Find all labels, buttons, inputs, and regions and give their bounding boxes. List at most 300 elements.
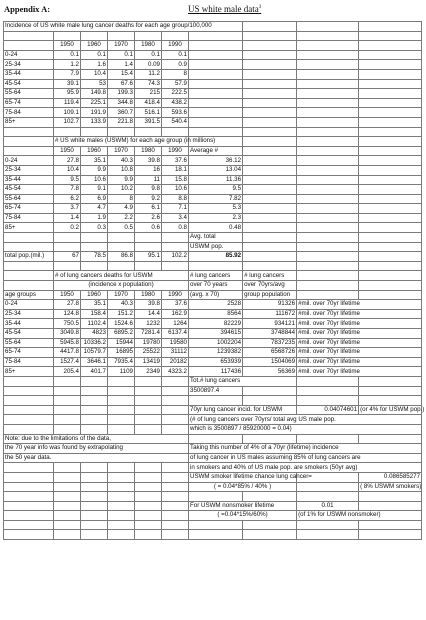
grid-cell	[297, 146, 359, 156]
sheet-row	[4, 79, 422, 89]
grid-cell	[359, 175, 422, 185]
data-cell: 102.7	[54, 117, 81, 127]
grid-cell	[135, 127, 162, 137]
grid-cell	[54, 127, 81, 137]
grid-cell	[297, 281, 359, 291]
data-cell: 221.8	[108, 117, 135, 127]
age-group-label: 75-84	[4, 213, 54, 223]
lifetime-note: #mil. over 70yr lifetime	[297, 338, 422, 348]
data-cell: 0.1	[162, 50, 189, 60]
grid-cell	[359, 50, 422, 60]
grid-cell	[297, 69, 359, 79]
grid-cell	[81, 261, 108, 271]
data-cell: 119.4	[54, 98, 81, 108]
column-header: # lung cancers	[243, 271, 297, 281]
grid-cell	[108, 463, 135, 473]
grid-cell	[135, 463, 162, 473]
grid-cell	[297, 175, 359, 185]
sheet-row	[4, 165, 422, 175]
data-cell: 9.9	[108, 175, 135, 185]
grid-cell	[81, 376, 108, 386]
grid-cell	[243, 492, 297, 502]
grid-cell	[81, 424, 108, 434]
data-cell: 1102.4	[81, 319, 108, 329]
sheet-row	[4, 376, 422, 386]
grid-cell	[81, 405, 108, 415]
age-group-label: 55-64	[4, 338, 54, 348]
sheet-row	[4, 89, 422, 99]
average-value: 2.3	[189, 213, 243, 223]
grid-cell	[297, 165, 359, 175]
grid-cell	[359, 156, 422, 166]
sheet-row	[4, 492, 422, 502]
average-value: 0.48	[189, 223, 243, 233]
data-cell: 31112	[162, 348, 189, 358]
age-group-label: 0-24	[4, 300, 54, 310]
column-header: over 70 years	[189, 281, 243, 291]
year-header: 1980	[135, 41, 162, 51]
data-cell: 40.3	[108, 300, 135, 310]
grid-cell	[359, 137, 422, 147]
sheet-row	[4, 127, 422, 137]
formula-text: (# of lung cancers over 70yrs/ total avg US male pop.	[189, 415, 422, 425]
data-cell: 35.1	[81, 300, 108, 310]
grid-cell	[162, 501, 189, 511]
average-value: 11.36	[189, 175, 243, 185]
data-cell: 1.2	[54, 60, 81, 70]
data-cell: 215	[135, 89, 162, 99]
section-title: # US white males (USWM) for each age group (in millions)	[55, 137, 216, 145]
data-cell: 37.6	[162, 300, 189, 310]
grid-cell	[162, 472, 189, 482]
sheet-row	[4, 520, 422, 530]
grid-cell	[54, 530, 81, 540]
grid-cell	[359, 242, 422, 252]
grid-cell	[54, 472, 81, 482]
data-cell: 13419	[135, 357, 162, 367]
grid-cell	[108, 31, 135, 41]
data-cell: 10.4	[54, 165, 81, 175]
data-cell: 149.8	[81, 89, 108, 99]
sheet-row	[4, 530, 422, 540]
column-header: (avg. x 70)	[189, 290, 243, 300]
year-header: 1980	[135, 146, 162, 156]
average-value: 9.5	[189, 185, 243, 195]
data-cell: 40.3	[108, 156, 135, 166]
data-cell: 162.9	[162, 309, 189, 319]
data-cell: 344.8	[108, 98, 135, 108]
grid-cell	[189, 79, 243, 89]
grid-cell	[4, 41, 54, 51]
grid-cell	[359, 69, 422, 79]
grid-cell	[359, 492, 422, 502]
data-cell: 1524.6	[108, 319, 135, 329]
grid-cell	[297, 108, 359, 118]
grid-cell	[54, 415, 81, 425]
grid-cell	[54, 405, 81, 415]
grid-cell	[135, 530, 162, 540]
sheet-row	[4, 22, 422, 32]
data-cell: 2.2	[108, 213, 135, 223]
grid-cell	[297, 31, 359, 41]
grid-cell	[135, 415, 162, 425]
grid-cell	[162, 405, 189, 415]
right-note: of lung cancer in US males assuming 85% of lung cancers are	[189, 453, 422, 463]
sheet-row	[4, 117, 422, 127]
sheet-row	[4, 367, 422, 377]
grid-cell	[243, 185, 297, 195]
grid-cell	[359, 290, 422, 300]
data-cell: 593.6	[162, 108, 189, 118]
ratio-value: 1504069	[243, 357, 297, 367]
grid-cell	[135, 242, 162, 252]
data-cell: 9.5	[54, 175, 81, 185]
grid-cell	[135, 261, 162, 271]
grid-cell	[4, 396, 54, 406]
data-cell: 18.1	[162, 165, 189, 175]
smoker-formula: ( = 0.04*85% / 40% )	[189, 482, 297, 492]
grid-cell	[359, 185, 422, 195]
data-cell: 19580	[162, 338, 189, 348]
grid-cell	[189, 261, 243, 271]
data-cell: 25522	[135, 348, 162, 358]
grid-cell	[359, 146, 422, 156]
lifetime-note: #mil. over 70yr lifetime	[297, 300, 422, 310]
grid-cell	[243, 242, 297, 252]
total-value: 95.1	[135, 252, 162, 262]
spreadsheet-body	[4, 22, 425, 540]
data-cell: 0.1	[81, 50, 108, 60]
data-cell: 57.9	[162, 79, 189, 89]
sheet-row	[4, 386, 422, 396]
data-cell: 0.09	[135, 60, 162, 70]
data-cell: 19780	[135, 338, 162, 348]
grid-cell	[108, 530, 135, 540]
data-cell: 27.8	[54, 300, 81, 310]
grid-cell	[81, 233, 108, 243]
grid-cell	[54, 424, 81, 434]
grid-cell	[81, 501, 108, 511]
grid-cell	[359, 127, 422, 137]
data-cell: 20182	[162, 357, 189, 367]
grid-cell	[243, 223, 297, 233]
grid-cell	[359, 117, 422, 127]
data-cell: 8.8	[162, 194, 189, 204]
grid-cell	[297, 98, 359, 108]
data-cell: 4823	[81, 329, 108, 339]
sheet-row	[4, 453, 422, 463]
grid-cell	[162, 127, 189, 137]
grid-cell	[359, 98, 422, 108]
smoker-note: ( 8% USWM smokers)	[360, 482, 422, 490]
grid-cell	[243, 520, 297, 530]
grid-cell	[297, 127, 359, 137]
lifetime-note: #mil. over 70yr lifetime	[297, 357, 422, 367]
data-cell: 39.1	[54, 79, 81, 89]
age-group-label: 65-74	[4, 204, 54, 214]
grid-cell	[108, 424, 135, 434]
grid-cell	[81, 386, 108, 396]
year-header: 1990	[162, 41, 189, 51]
grid-cell	[135, 376, 162, 386]
grid-cell	[359, 520, 422, 530]
grid-cell	[162, 492, 189, 502]
data-cell: 3049.8	[54, 329, 81, 339]
grid-cell	[162, 530, 189, 540]
data-cell: 27.8	[54, 156, 81, 166]
grid-cell	[359, 386, 422, 396]
grid-cell	[189, 60, 243, 70]
grid-cell	[108, 242, 135, 252]
right-note: Taking this number of 4% of a 70yr (lifetime) incidence	[189, 444, 422, 454]
grid-cell	[4, 520, 54, 530]
average-value: 36.12	[189, 156, 243, 166]
column-header: # lung cancers	[189, 271, 243, 281]
ratio-value: 111672	[243, 309, 297, 319]
grid-cell	[4, 463, 54, 473]
data-cell: 16	[135, 165, 162, 175]
grid-cell	[162, 520, 189, 530]
grid-cell	[54, 386, 81, 396]
year-header: 1960	[81, 290, 108, 300]
grid-cell	[243, 79, 297, 89]
age-group-label: 65-74	[4, 98, 54, 108]
smoker-value: 0.086585277	[359, 472, 422, 482]
grid-cell	[54, 261, 81, 271]
data-cell: 516.1	[135, 108, 162, 118]
average-value: 13.04	[189, 165, 243, 175]
year-header: 1950	[54, 290, 81, 300]
grid-cell	[243, 22, 297, 32]
grid-cell	[359, 41, 422, 51]
grid-cell	[108, 233, 135, 243]
sheet-row	[4, 50, 422, 60]
sheet-row	[4, 233, 422, 243]
grid-cell	[108, 520, 135, 530]
age-group-label: 85+	[4, 367, 54, 377]
age-group-label: 65-74	[4, 348, 54, 358]
sheet-row	[4, 271, 422, 281]
data-cell: 6137.4	[162, 329, 189, 339]
age-group-label: 35-44	[4, 319, 54, 329]
age-group-label: 85+	[4, 223, 54, 233]
grid-cell	[135, 492, 162, 502]
ratio-value: 934121	[243, 319, 297, 329]
lifetime-note: #mil. over 70yr lifetime	[297, 329, 422, 339]
data-cell: 74.3	[135, 79, 162, 89]
grid-cell	[4, 501, 54, 511]
data-cell: 10.6	[81, 175, 108, 185]
sheet-row	[4, 501, 422, 511]
data-cell: 9.9	[81, 165, 108, 175]
grid-cell	[359, 204, 422, 214]
grid-cell	[162, 233, 189, 243]
total-lung-cancers-label: Tot.# lung cancers	[189, 376, 297, 386]
grid-cell	[297, 520, 359, 530]
data-cell: 2349	[135, 367, 162, 377]
ratio-value: 91326	[243, 300, 297, 310]
year-header: 1990	[162, 290, 189, 300]
data-cell: 8	[162, 69, 189, 79]
incidence-value: 0.04074601	[297, 405, 359, 415]
data-cell: 2.6	[135, 213, 162, 223]
grid-cell	[243, 60, 297, 70]
grid-cell	[243, 117, 297, 127]
avg-total-value: 85.92	[189, 252, 243, 262]
data-cell: 14.4	[135, 309, 162, 319]
sheet-row	[4, 175, 422, 185]
grid-cell	[81, 396, 108, 406]
grid-cell	[297, 156, 359, 166]
sheet-row	[4, 319, 422, 329]
grid-cell	[162, 415, 189, 425]
grid-cell	[359, 89, 422, 99]
age-group-label: 35-44	[4, 69, 54, 79]
data-cell: 0.6	[135, 223, 162, 233]
grid-cell	[4, 511, 54, 521]
grid-cell	[81, 127, 108, 137]
grid-cell	[81, 415, 108, 425]
sheet-row	[4, 185, 422, 195]
data-cell: 4.9	[108, 204, 135, 214]
document-title	[188, 4, 261, 14]
grid-cell	[297, 252, 359, 262]
data-cell: 1.9	[81, 213, 108, 223]
data-cell: 95.9	[54, 89, 81, 99]
grid-cell	[359, 60, 422, 70]
data-cell: 391.5	[135, 117, 162, 127]
grid-cell	[243, 108, 297, 118]
over70-value: 117436	[189, 367, 243, 377]
appendix-label: Appendix A:	[4, 4, 51, 14]
grid-cell	[108, 511, 135, 521]
grid-cell	[162, 482, 189, 492]
grid-cell	[4, 376, 54, 386]
grid-cell	[297, 261, 359, 271]
grid-cell	[359, 434, 422, 444]
grid-cell	[162, 396, 189, 406]
grid-cell	[297, 376, 359, 386]
data-cell: 0.2	[54, 223, 81, 233]
data-cell: 67.6	[108, 79, 135, 89]
data-cell: 225.1	[81, 98, 108, 108]
data-cell: 37.6	[162, 156, 189, 166]
ratio-value: 7837235	[243, 338, 297, 348]
over70-value: 1002204	[189, 338, 243, 348]
grid-cell	[297, 137, 359, 147]
data-cell: 205.4	[54, 367, 81, 377]
age-group-label: 55-64	[4, 194, 54, 204]
grid-cell	[243, 204, 297, 214]
grid-cell	[135, 424, 162, 434]
total-value: 86.8	[108, 252, 135, 262]
grid-cell	[359, 213, 422, 223]
average-value: 7.82	[189, 194, 243, 204]
lifetime-note: #mil. over 70yr lifetime	[297, 348, 422, 358]
grid-cell	[297, 434, 359, 444]
data-cell: 1232	[135, 319, 162, 329]
grid-cell	[297, 89, 359, 99]
grid-cell	[54, 31, 81, 41]
sheet-row	[4, 482, 422, 492]
over70-value: 2528	[189, 300, 243, 310]
grid-cell	[4, 405, 54, 415]
sheet-row	[4, 415, 422, 425]
data-cell: 9.8	[135, 185, 162, 195]
title-footnote: 3	[258, 5, 262, 10]
grid-cell	[359, 252, 422, 262]
grid-cell	[54, 482, 81, 492]
grid-cell	[135, 386, 162, 396]
age-group-label: 75-84	[4, 357, 54, 367]
column-header: over 70yrs/avg	[243, 281, 297, 291]
data-cell: 10579.7	[81, 348, 108, 358]
sheet-row	[4, 472, 422, 482]
grid-cell	[4, 530, 54, 540]
grid-cell	[162, 242, 189, 252]
grid-cell	[108, 127, 135, 137]
grid-cell	[162, 376, 189, 386]
sheet-row	[4, 357, 422, 367]
data-cell: 438.2	[162, 98, 189, 108]
grid-cell	[81, 472, 108, 482]
grid-cell	[243, 127, 297, 137]
average-value: 5.3	[189, 204, 243, 214]
grid-cell	[359, 233, 422, 243]
data-cell: 8	[108, 194, 135, 204]
grid-cell	[108, 405, 135, 415]
incidence-label: 70yr lung cancer incid. for USWM	[189, 405, 297, 415]
age-groups-header: age groups	[4, 290, 54, 300]
data-cell: 109.1	[54, 108, 81, 118]
grid-cell	[4, 386, 54, 396]
left-note: the 50 year data.	[4, 453, 189, 463]
nonsmoker-formula: ( =0.04*15%/60%)	[189, 511, 297, 521]
grid-cell	[4, 415, 54, 425]
sheet-row	[4, 434, 422, 444]
grid-cell	[297, 386, 359, 396]
over70-value: 653939	[189, 357, 243, 367]
grid-cell	[4, 261, 54, 271]
grid-cell	[243, 69, 297, 79]
grid-cell	[4, 472, 54, 482]
age-group-label: 35-44	[4, 175, 54, 185]
grid-cell	[81, 530, 108, 540]
grid-cell	[243, 31, 297, 41]
age-group-label: 45-54	[4, 79, 54, 89]
grid-cell	[135, 520, 162, 530]
sheet-row	[4, 41, 422, 51]
data-cell: 5945.8	[54, 338, 81, 348]
grid-cell	[108, 482, 135, 492]
grid-cell	[4, 424, 54, 434]
grid-cell	[189, 89, 243, 99]
sheet-row	[4, 338, 422, 348]
grid-cell	[359, 501, 422, 511]
data-cell: 133.9	[81, 117, 108, 127]
data-cell: 540.4	[162, 117, 189, 127]
average-header: Average #	[189, 146, 243, 156]
grid-cell	[162, 424, 189, 434]
right-note: in smokers and 40% of US male pop. are smokers (50yr avg)	[189, 463, 422, 473]
grid-cell	[243, 396, 297, 406]
grid-cell	[359, 79, 422, 89]
grid-cell	[162, 261, 189, 271]
grid-cell	[189, 530, 243, 540]
data-cell: 0.1	[54, 50, 81, 60]
data-cell: 1109	[108, 367, 135, 377]
age-group-label: 0-24	[4, 50, 54, 60]
